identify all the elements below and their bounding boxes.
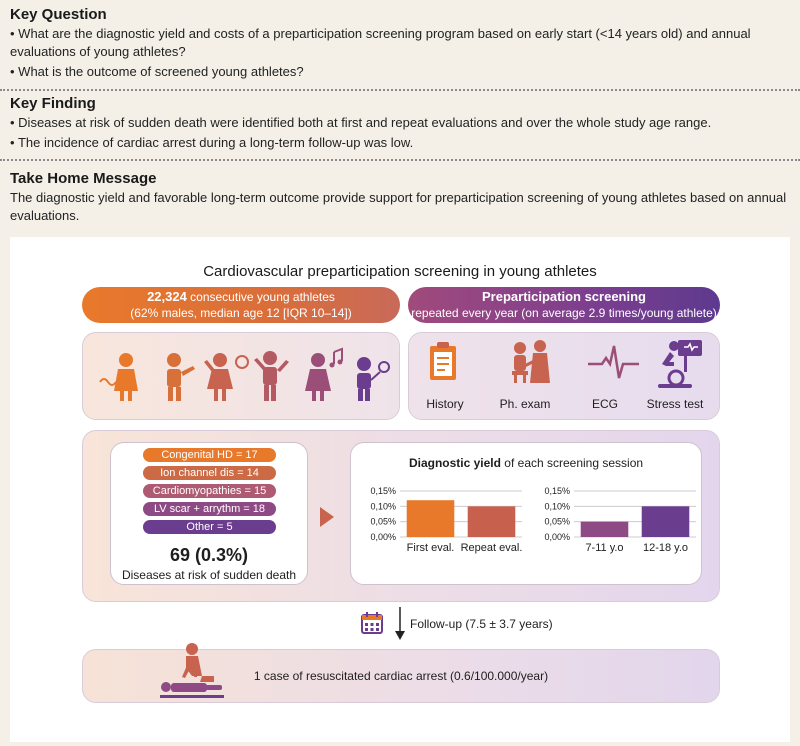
step-stress-test: Stress test	[646, 397, 704, 411]
y-tick-label: 0,10%	[544, 501, 570, 512]
boy-pointing-icon	[167, 353, 195, 401]
key-question-title: Key Question	[10, 6, 107, 23]
y-tick-label: 0,10%	[370, 501, 396, 512]
bar	[581, 522, 629, 537]
divider	[0, 159, 800, 161]
key-finding-bullet-1: • Diseases at risk of sudden death were identified both at first and repeat evaluations and over the whole study age range.	[10, 114, 790, 132]
take-home-section	[0, 170, 800, 225]
tag-ion-channel: Ion channel dis = 14	[143, 466, 276, 480]
screening-pill	[408, 287, 720, 323]
stress-test-icon	[658, 340, 702, 388]
y-tick-label: 0,15%	[370, 486, 396, 496]
calendar-icon	[360, 611, 384, 635]
key-question-bullet-1: • What are the diagnostic yield and costs of a preparticipation screening program based on early start (<14 years old) and annual evaluations of young athletes?	[10, 25, 790, 61]
athletes-details: (62% males, median age 12 [IQR 10–14])	[130, 306, 352, 320]
girl-ribbon-icon	[100, 353, 138, 401]
follow-up-text: Follow-up (7.5 ± 3.7 years)	[410, 617, 553, 631]
y-tick-label: 0,15%	[544, 486, 570, 496]
y-tick-label: 0,00%	[544, 532, 570, 542]
step-physical-exam: Ph. exam	[499, 397, 551, 411]
bar	[407, 500, 455, 537]
x-tick-label: 7-11 y.o	[585, 542, 624, 554]
key-finding-bullet-2: • The incidence of cardiac arrest during a long-term follow-up was low.	[10, 134, 790, 152]
key-question-bullet-2: • What is the outcome of screened young athletes?	[10, 63, 790, 81]
step-history: History	[426, 397, 464, 411]
key-question-section	[0, 6, 800, 81]
arrow-down-icon	[394, 607, 406, 641]
x-tick-label: 12-18 y.o	[642, 542, 689, 554]
y-tick-label: 0,00%	[370, 532, 396, 542]
figure-title: Cardiovascular preparticipation screening in young athletes	[203, 263, 597, 280]
yield-title-bold: Diagnostic yield	[408, 456, 501, 470]
athletes-count: 22,324	[147, 289, 187, 304]
physical-exam-icon	[512, 340, 550, 383]
ecg-icon	[588, 346, 639, 378]
yield-chart-by-age	[530, 485, 700, 569]
kids-illustration	[82, 332, 400, 420]
bar	[468, 506, 516, 537]
athletes-pill	[82, 287, 400, 323]
girl-ball-icon	[204, 353, 248, 401]
tag-other: Other = 5	[143, 520, 276, 534]
x-tick-label: Repeat eval.	[460, 542, 523, 554]
step-ecg: ECG	[591, 397, 618, 411]
yield-title	[350, 456, 702, 470]
figure-panel	[10, 237, 790, 742]
outcome-text: 1 case of resuscitated cardiac arrest (0.6/100.000/year)	[253, 669, 549, 683]
y-tick-label: 0,05%	[544, 516, 570, 527]
key-finding-section	[0, 95, 800, 152]
diseases-caption: Diseases at risk of sudden death	[121, 568, 297, 582]
x-tick-label: First eval.	[406, 542, 455, 554]
boy-racket-icon	[357, 357, 389, 401]
tag-cardiomyopathies: Cardiomyopathies = 15	[143, 484, 276, 498]
divider	[0, 89, 800, 91]
boy-jumping-icon	[254, 351, 289, 401]
tag-congenital: Congenital HD = 17	[143, 448, 276, 462]
y-tick-label: 0,05%	[370, 516, 396, 527]
bar	[642, 506, 690, 537]
arrow-right-icon	[320, 507, 334, 527]
yield-title-rest: of each screening session	[500, 456, 644, 470]
yield-chart-by-evaluation	[356, 485, 526, 569]
athletes-label: consecutive young athletes	[186, 290, 335, 304]
take-home-text: The diagnostic yield and favorable long-term outcome provide support for preparticipation screening of young athletes based on annual evaluations.	[10, 190, 787, 223]
tag-lv-scar: LV scar + arrythm = 18	[143, 502, 276, 516]
screening-subtitle: repeated every year (on average 2.9 times/young athlete)	[411, 306, 717, 320]
take-home-title: Take Home Message	[10, 170, 157, 187]
clipboard-icon	[430, 342, 456, 380]
diseases-total: 69 (0.3%)	[169, 545, 249, 565]
screening-title: Preparticipation screening	[482, 289, 646, 304]
key-finding-title: Key Finding	[10, 95, 96, 112]
girl-music-icon	[305, 349, 343, 401]
screening-icons	[408, 332, 720, 392]
